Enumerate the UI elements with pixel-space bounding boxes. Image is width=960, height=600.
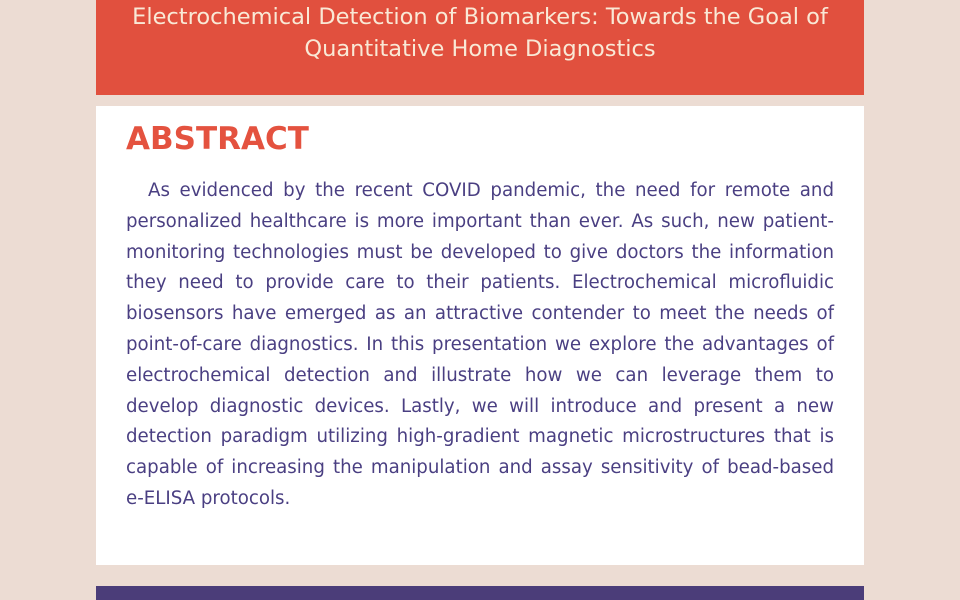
abstract-card — [96, 106, 864, 565]
title-banner — [96, 0, 864, 95]
abstract-body: As evidenced by the recent COVID pandemic, the need for remote and personalized healthcare is more important than ever. As such, new patient-monitoring technologies must be developed to give doctors the information they need to provide care to their patients. Electrochemical microfluidic biosensors have emerged as an attractive contender to meet the needs of point-of-care diagnostics. In this presentation we explore the advantages of electrochemical detection and illustrate how we can leverage them to develop diagnostic devices. Lastly, we will introduce and present a new detection paradigm utilizing high-gradient magnetic microstructures that is capable of increasing the manipulation and assay sensitivity of bead-based e-ELISA protocols. — [126, 180, 834, 509]
next-section-bar — [96, 586, 864, 600]
page-title: Electrochemical Detection of Biomarkers: Towards the Goal of Quantitative Home Diagnostics — [132, 4, 828, 62]
abstract-heading: ABSTRACT — [126, 121, 309, 157]
